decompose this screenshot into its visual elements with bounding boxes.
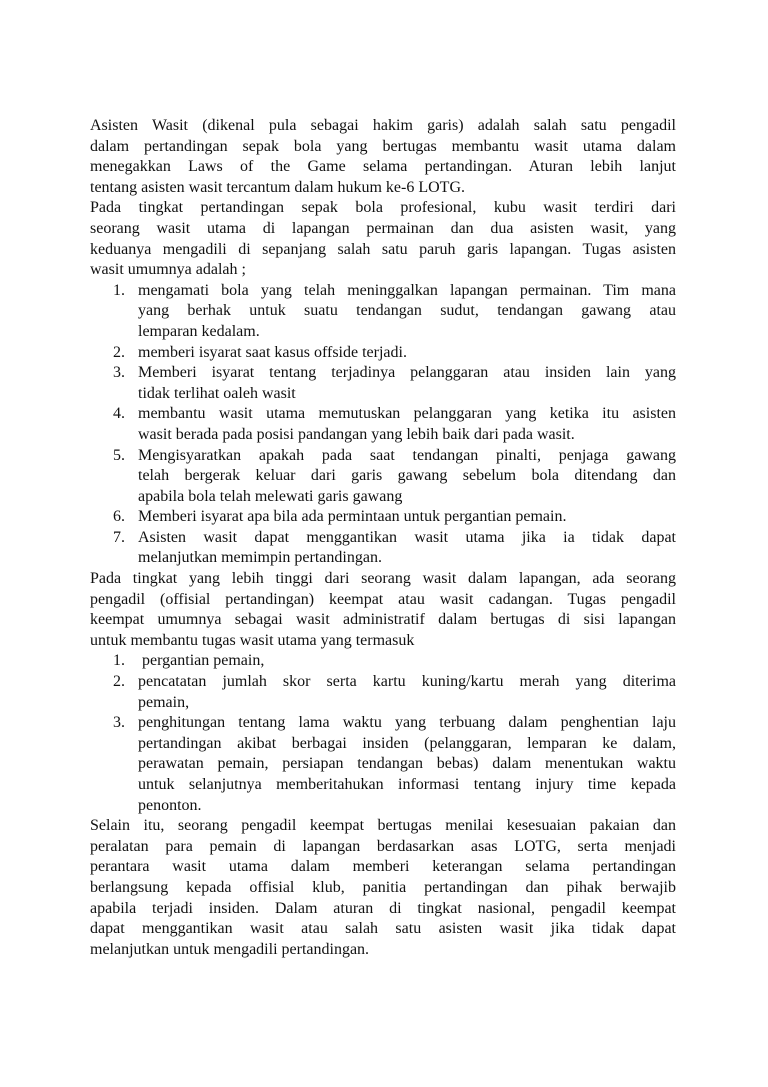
list-item	[90, 446, 676, 508]
paragraph-professional-level	[90, 198, 676, 280]
assistant-duties-list	[90, 281, 676, 569]
list-item	[90, 507, 676, 528]
list-item	[90, 363, 676, 404]
document-page	[90, 116, 676, 960]
text-line: untuk selanjutnya memberitahukan informasi tentang injury time kepada	[138, 776, 676, 793]
text-line: mengamati bola yang telah meninggalkan lapangan permainan. Tim mana	[138, 281, 676, 299]
text-line: melanjutkan memimpin pertandingan.	[138, 549, 382, 567]
text-line: perawatan pemain, persiapan tendangan bebas) dalam menentukan waktu	[138, 755, 676, 773]
text-line: seorang wasit utama di lapangan permainan dan dua asisten wasit, yang	[90, 219, 676, 237]
list-number: 1.	[113, 281, 125, 299]
list-item	[90, 343, 676, 364]
list-number: 3.	[113, 714, 125, 732]
text-line: berlangsung kepada offisial klub, panitia pertandingan dan pihak berwajib	[90, 878, 676, 896]
fourth-official-duties-list	[90, 651, 676, 816]
list-number: 2.	[113, 343, 125, 361]
text-line: keduanya mengadili di sepanjang salah satu paruh garis lapangan. Tugas asisten	[90, 240, 676, 258]
list-number: 3.	[113, 364, 125, 382]
list-item	[90, 672, 676, 713]
text-line: pencatatan jumlah skor serta kartu kuning/kartu merah yang diterima	[138, 673, 676, 691]
text-line: menegakkan Laws of the Game selama pertandingan. Aturan lebih lanjut	[90, 158, 676, 176]
text-line: melanjutkan untuk mengadili pertandingan.	[90, 940, 370, 958]
list-item	[90, 528, 676, 569]
text-line: dalam pertandingan sepak bola yang bertugas membantu wasit utama dalam	[90, 137, 676, 155]
text-line: wasit umumnya adalah ;	[90, 261, 246, 279]
text-line: telah bergerak keluar dari garis gawang sebelum bola ditendang dan	[138, 467, 676, 485]
text-line: pergantian pemain,	[138, 652, 265, 670]
text-line: Asisten wasit dapat menggantikan wasit utama jika ia tidak dapat	[138, 528, 676, 546]
text-line: peralatan para pemain di lapangan berdasarkan asas LOTG, serta menjadi	[90, 837, 676, 855]
list-item	[90, 404, 676, 445]
text-line: lemparan kedalam.	[138, 322, 260, 340]
text-line: tidak terlihat oaleh wasit	[138, 384, 296, 402]
list-number: 7.	[113, 528, 125, 546]
list-item	[90, 281, 676, 343]
list-number: 6.	[113, 508, 125, 526]
paragraph-fourth-official	[90, 569, 676, 651]
text-line: Asisten Wasit (dikenal pula sebagai hakim garis) adalah salah satu pengadil	[90, 117, 676, 134]
text-line: keempat umumnya sebagai wasit administratif dalam bertugas di sisi lapangan	[90, 611, 676, 629]
text-line: perantara wasit utama dalam memberi keterangan selama pertandingan	[90, 858, 676, 876]
list-number: 4.	[113, 405, 125, 423]
text-line: Memberi isyarat tentang terjadinya pelanggaran atau insiden lain yang	[138, 364, 676, 382]
text-line: pemain,	[138, 693, 190, 711]
text-line: pengadil (offisial pertandingan) keempat atau wasit cadangan. Tugas pengadil	[90, 590, 676, 608]
text-line: Pada tingkat yang lebih tinggi dari seorang wasit dalam lapangan, ada seorang	[90, 570, 676, 588]
list-item	[90, 713, 676, 816]
text-line: Selain itu, seorang pengadil keempat bertugas menilai kesesuaian pakaian dan	[90, 817, 676, 835]
text-line: penghitungan tentang lama waktu yang terbuang dalam penghentian laju	[138, 714, 676, 732]
text-line: untuk membantu tugas wasit utama yang termasuk	[90, 631, 415, 649]
text-line: Memberi isyarat apa bila ada permintaan untuk pergantian pemain.	[138, 508, 567, 526]
text-line: tentang asisten wasit tercantum dalam hukum ke-6 LOTG.	[90, 178, 466, 196]
text-line: wasit berada pada posisi pandangan yang lebih baik dari pada wasit.	[138, 425, 575, 443]
text-line: yang berhak untuk suatu tendangan sudut, tendangan gawang atau	[138, 302, 676, 320]
list-number: 1.	[113, 652, 125, 670]
paragraph-intro	[90, 116, 676, 198]
text-line: apabila bola telah melewati garis gawang	[138, 487, 403, 505]
text-line: penonton.	[138, 796, 202, 814]
text-line: dapat menggantikan wasit atau salah satu asisten wasit jika tidak dapat	[90, 920, 676, 938]
text-line: memberi isyarat saat kasus offside terjadi.	[138, 343, 407, 361]
text-line: apabila terjadi insiden. Dalam aturan di tingkat nasional, pengadil keempat	[90, 899, 676, 917]
text-line: pertandingan akibat berbagai insiden (pelanggaran, lemparan ke dalam,	[138, 734, 676, 752]
text-line: Pada tingkat pertandingan sepak bola profesional, kubu wasit terdiri dari	[90, 199, 676, 217]
list-number: 2.	[113, 673, 125, 691]
list-item	[90, 651, 676, 672]
list-number: 5.	[113, 446, 125, 464]
text-line: Mengisyaratkan apakah pada saat tendangan pinalti, penjaga gawang	[138, 446, 676, 464]
paragraph-closing	[90, 816, 676, 960]
text-line: membantu wasit utama memutuskan pelanggaran yang ketika itu asisten	[138, 405, 676, 423]
